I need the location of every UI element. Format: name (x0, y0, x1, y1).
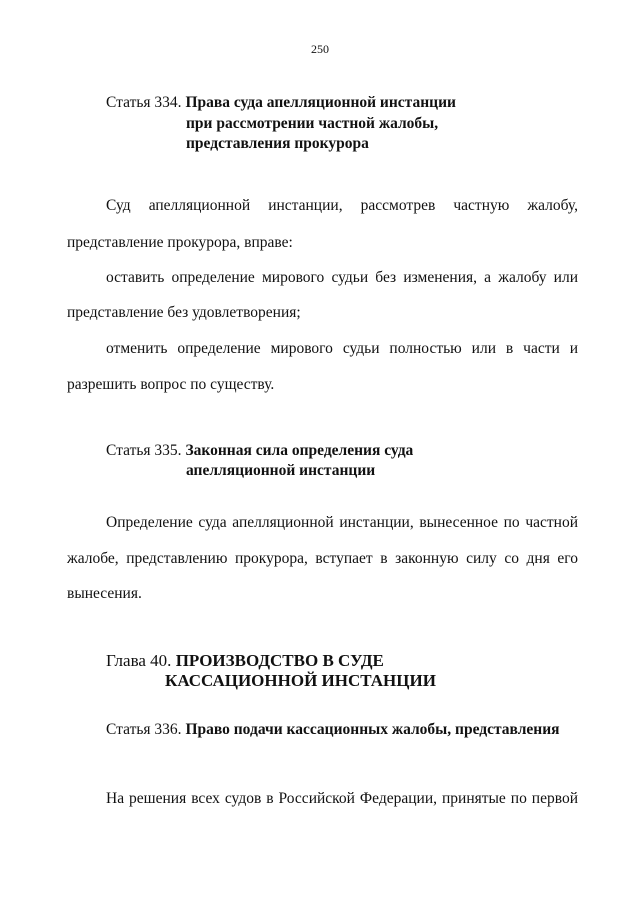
article-334-paragraph-line-1: Суд апелляционной инстанции, рассмотрев частную жалобу, (106, 197, 578, 214)
chapter-40-heading (106, 650, 384, 672)
article-334-paragraph-line-2: представление прокурора, вправе: (67, 234, 293, 251)
article-335-title-line-2: апелляционной инстанции (186, 462, 376, 479)
article-335-title-line-1: Законная сила определения суда (185, 442, 414, 459)
article-336-title: Право подачи кассационных жалобы, представления (185, 721, 560, 738)
article-334-title-line-3: представления прокурора (186, 135, 369, 152)
article-335-paragraph-line-2: жалобе, представлению прокурора, вступает в законную силу со дня его (67, 550, 578, 567)
article-336-heading (106, 719, 560, 740)
article-334-title-line-2: при рассмотрении частной жалобы, (186, 115, 439, 132)
article-336-paragraph-line-1: На решения всех судов в Российской Федерации, принятые по первой (106, 790, 578, 807)
article-336-prefix: Статья 336. (106, 721, 182, 738)
article-334-prefix: Статья 334. (106, 94, 182, 111)
article-335-paragraph-line-3: вынесения. (67, 585, 142, 602)
article-335-prefix: Статья 335. (106, 442, 182, 459)
article-334-paragraph-line-3: оставить определение мирового судьи без изменения, а жалобу или (106, 269, 578, 286)
article-334-paragraph-line-4: представление без удовлетворения; (67, 304, 301, 321)
article-335-heading (106, 440, 413, 461)
article-334-title-line-1: Права суда апелляционной инстанции (185, 94, 456, 111)
page-number: 250 (311, 42, 329, 56)
article-334-paragraph-line-6: разрешить вопрос по существу. (67, 376, 275, 393)
article-335-paragraph-line-1: Определение суда апелляционной инстанции, вынесенное по частной (106, 514, 578, 531)
article-334-heading (106, 92, 456, 113)
article-334-paragraph-line-5: отменить определение мирового судьи полностью или в части и (106, 340, 578, 357)
chapter-40-prefix: Глава 40. (106, 651, 172, 670)
chapter-40-title-line-2: КАССАЦИОННОЙ ИНСТАНЦИИ (165, 671, 436, 690)
chapter-40-title-line-1: ПРОИЗВОДСТВО В СУДЕ (175, 651, 384, 670)
